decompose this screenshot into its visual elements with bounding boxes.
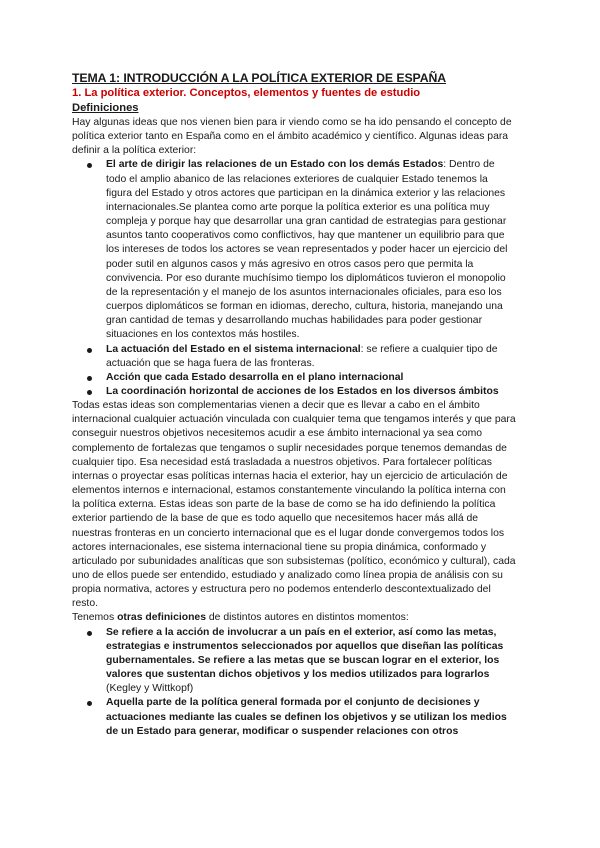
document-title: TEMA 1: INTRODUCCIÓN A LA POLÍTICA EXTERIOR DE ESPAÑA bbox=[72, 71, 447, 85]
section-heading: 1. La política exterior. Conceptos, elementos y fuentes de estudio bbox=[72, 87, 421, 99]
intro-text-bold: otras definiciones bbox=[117, 612, 206, 624]
list-item bbox=[106, 158, 516, 342]
definition-citation: (Kegley y Wittkopf) bbox=[106, 683, 194, 695]
definition-text: : Dentro de todo el amplio abanico de las relaciones exteriores de cualquier Estado tenemos la figura del Estado y otros actores que participan en la dinámica exterior y las relaciones internacionales.Se plantea como arte porque la política exterior es una política muy compleja y porque hay que desarrollar una gran cantidad de estrategias para gestionar asuntos tanto cooperativos como conflictivos, hay que mantener un equilibrio para que los intereses de todos los actores se vean representados y poder hacer un ejercicio del poder sutil en algunos casos y más agresivo en otros casos pero que permita la convivencia. Por eso durante muchísimo tiempo los diplomáticos tuvieron el monopolio de la representación y el manejo de los asuntos internacionales oficiales, para eso los cuerpos diplomáticos se forman en idiomas, derecho, cultura, historia, manejando una gran cantidad de temas y desarrollando muchas habilidades para poder gestionar situaciones en los contextos más hostiles. bbox=[106, 159, 508, 341]
list-item bbox=[106, 385, 516, 399]
intro-text-before: Tenemos bbox=[72, 612, 118, 624]
list-item bbox=[106, 696, 516, 738]
intro-paragraph: Hay algunas ideas que nos vienen bien para ir viendo como se ha ido pensando el concepto de política exterior tanto en España como en el ámbito académico y científico. Algunas ideas para definir a la política exterior: bbox=[72, 117, 512, 157]
definition-term: La coordinación horizontal de acciones de los Estados en los diversos ámbitos bbox=[106, 385, 499, 397]
list-item bbox=[106, 371, 516, 385]
definition-term: Acción que cada Estado desarrolla en el plano internacional bbox=[106, 371, 404, 383]
definitions-list bbox=[72, 158, 516, 399]
list-item bbox=[106, 343, 516, 371]
definition-term: El arte de dirigir las relaciones de un Estado con los demás Estados bbox=[106, 159, 444, 171]
list-item bbox=[106, 626, 516, 697]
other-definitions-intro bbox=[72, 611, 516, 625]
subheading-definiciones: Definiciones bbox=[72, 102, 139, 114]
definition-term: Aquella parte de la política general formada por el conjunto de decisiones y actuaciones mediante las cuales se definen los objetivos y se utilizan los medios de un Estado para generar, modificar o suspender relaciones con otros bbox=[106, 697, 507, 737]
definition-term: La actuación del Estado en el sistema internacional bbox=[106, 343, 361, 355]
bullet-icon bbox=[87, 376, 92, 381]
intro-text-after: de distintos autores en distintos momentos: bbox=[205, 612, 409, 624]
bullet-icon bbox=[87, 348, 92, 353]
other-definitions-list bbox=[72, 626, 516, 739]
bullet-icon bbox=[87, 701, 92, 706]
bullet-icon bbox=[87, 631, 92, 636]
bullet-icon bbox=[87, 390, 92, 395]
definition-text: : se refiere a cualquier tipo de actuación que se haga fuera de las fronteras. bbox=[106, 343, 498, 369]
body-paragraph: Todas estas ideas son complementarias vienen a decir que es llevar a cabo en el ámbito internacional cualquier actuación vinculada con cualquier tema que tengamos interés y que para conseguir nuestros objetivos necesitemos acudir a ese ámbito internacional ya sea como complemento de fortalezas que tengamos o suplir necesidades porque tenemos demandas de cualquier tipo. Esa necesidad está trasladada a nuestros objetivos. Para fortalecer políticas internas o proyectar esas políticas internas hacia el exterior, hay un ejercicio de articulación de elementos internos e internacional, estamos constantemente vinculando la política interna con la política externa. Estas ideas son parte de la base de como se ha ido definiendo la política exterior partiendo de la base de que es todo aquello que necesitemos hacer más allá de nuestras fronteras en un concierto internacional que es el lugar donde convergemos todos los actores internacionales, ese sistema internacional tiene su propia dinámica, conformado y articulado por subunidades analíticas que son subsistemas (político, económico y cultural), cada uno de ellos puede ser entendido, estudiado y analizado como línea propia de análisis con su propia normativa, actores y estructura pero no podemos entenderlo descontextualizado del resto. bbox=[72, 400, 516, 610]
definition-term: Se refiere a la acción de involucrar a un país en el exterior, así como las metas, estrategias e instrumentos seleccionados por aquellos que diseñan las políticas gubernamentales. Se refiere a las metas que se buscan lograr en el exterior, los valores que sustentan dichos objetivos y los medios utilizados para lograrlos bbox=[106, 626, 504, 681]
bullet-icon bbox=[87, 163, 92, 168]
